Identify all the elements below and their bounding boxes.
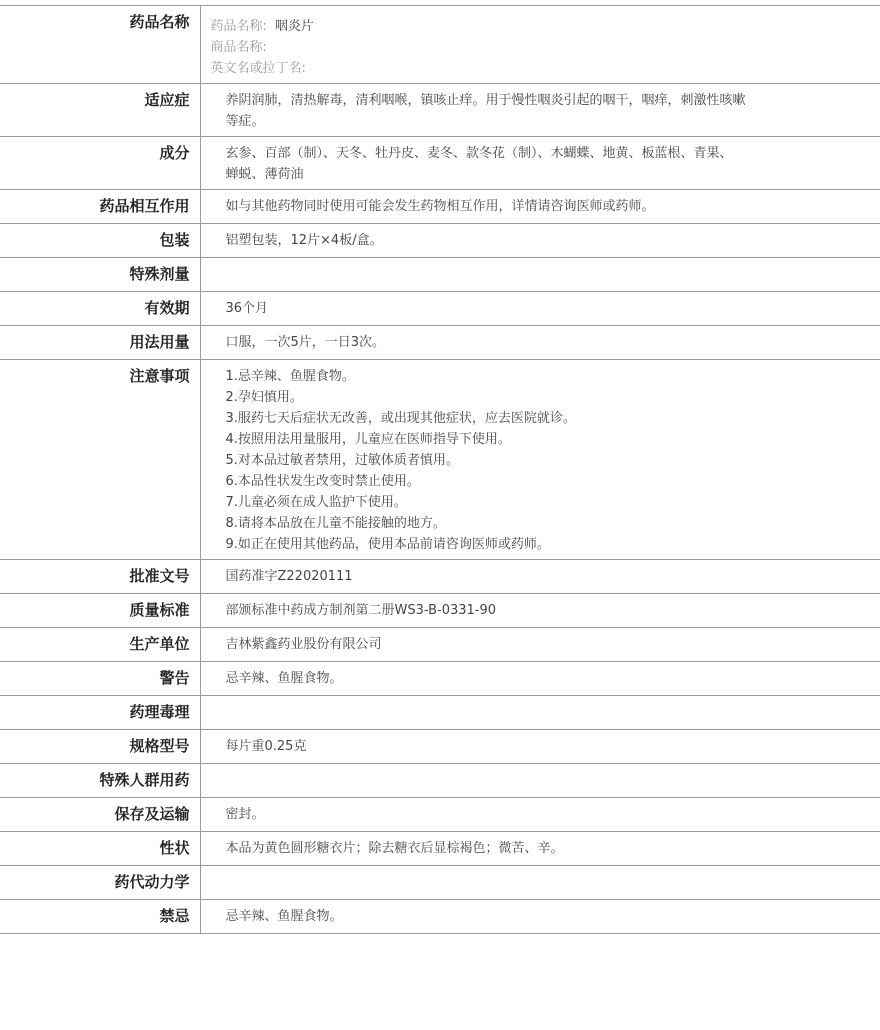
spec-row-value	[200, 628, 880, 662]
spec-row	[0, 360, 880, 560]
spec-row	[0, 258, 880, 292]
spec-row-label: 特殊剂量	[0, 258, 200, 292]
spec-row	[0, 84, 880, 137]
drug-spec-table	[0, 5, 880, 934]
spec-row-value	[200, 6, 880, 84]
spec-row-label: 有效期	[0, 292, 200, 326]
name-field	[211, 16, 791, 37]
spec-row-value	[200, 190, 880, 224]
spec-row-label: 成分	[0, 137, 200, 190]
spec-row-value	[200, 798, 880, 832]
value-line: 8.请将本品放在儿童不能接触的地方。	[225, 516, 446, 531]
spec-row	[0, 292, 880, 326]
value-line: 部颁标准中药成方制剂第二册WS3-B-0331-90	[225, 603, 497, 618]
value-line: 4.按照用法用量服用，儿童应在医师指导下使用。	[225, 432, 511, 447]
value-line: 忌辛辣、鱼腥食物。	[225, 909, 343, 924]
spec-row-value	[200, 224, 880, 258]
name-field-key: 商品名称:	[210, 40, 267, 55]
spec-row-value	[200, 730, 880, 764]
spec-row	[0, 224, 880, 258]
value-line: 国药准字Z22020111	[225, 569, 353, 584]
spec-row	[0, 832, 880, 866]
value-line: 5.对本品过敏者禁用，过敏体质者慎用。	[225, 453, 459, 468]
spec-row	[0, 798, 880, 832]
spec-row-value	[200, 292, 880, 326]
name-field	[211, 58, 791, 79]
spec-row	[0, 326, 880, 360]
spec-row-value	[200, 137, 880, 190]
spec-row-label: 适应症	[0, 84, 200, 137]
spec-row-label: 批准文号	[0, 560, 200, 594]
value-line: 36个月	[225, 301, 269, 316]
spec-row-label: 质量标准	[0, 594, 200, 628]
drug-spec-table-body	[0, 6, 880, 934]
spec-row	[0, 560, 880, 594]
name-field-value: 咽炎片	[274, 19, 314, 34]
value-line: 7.儿童必须在成人监护下使用。	[225, 495, 407, 510]
spec-row-value	[200, 696, 880, 730]
spec-row	[0, 764, 880, 798]
value-line: 3.服药七天后症状无改善，或出现其他症状，应去医院就诊。	[225, 411, 576, 426]
spec-row-value	[200, 866, 880, 900]
value-line: 口服，一次5片，一日3次。	[225, 335, 386, 350]
spec-row-value	[200, 764, 880, 798]
spec-row	[0, 137, 880, 190]
spec-row	[0, 900, 880, 934]
value-line: 1.忌辛辣、鱼腥食物。	[225, 369, 355, 384]
spec-row	[0, 6, 880, 84]
spec-row-value	[200, 84, 880, 137]
spec-row-label: 保存及运输	[0, 798, 200, 832]
spec-row-label: 包装	[0, 224, 200, 258]
spec-row	[0, 730, 880, 764]
spec-row-value	[200, 832, 880, 866]
value-line: 铝塑包装，12片×4板/盒。	[225, 233, 383, 248]
spec-row-label: 用法用量	[0, 326, 200, 360]
spec-row	[0, 662, 880, 696]
value-line: 如与其他药物同时使用可能会发生药物相互作用，详情请咨询医师或药师。	[225, 199, 655, 214]
spec-row-label: 注意事项	[0, 360, 200, 560]
spec-row	[0, 866, 880, 900]
spec-row-value	[200, 900, 880, 934]
spec-row	[0, 594, 880, 628]
spec-row-value	[200, 326, 880, 360]
spec-row-label: 规格型号	[0, 730, 200, 764]
spec-row-label: 特殊人群用药	[0, 764, 200, 798]
spec-row-value	[200, 662, 880, 696]
spec-row	[0, 190, 880, 224]
value-line: 蝉蜕、薄荷油	[225, 167, 304, 182]
name-field-key: 英文名或拉丁名:	[210, 61, 306, 76]
name-field-key: 药品名称:	[210, 19, 267, 34]
spec-row-label: 生产单位	[0, 628, 200, 662]
value-line: 忌辛辣、鱼腥食物。	[225, 671, 343, 686]
value-line: 6.本品性状发生改变时禁止使用。	[225, 474, 420, 489]
value-line: 养阴润肺，清热解毒，清利咽喉，镇咳止痒。用于慢性咽炎引起的咽干，咽痒，刺激性咳嗽	[225, 93, 746, 108]
spec-row-value	[200, 360, 880, 560]
value-line: 9.如正在使用其他药品，使用本品前请咨询医师或药师。	[225, 537, 550, 552]
spec-row-label: 性状	[0, 832, 200, 866]
spec-row-label: 药品名称	[0, 6, 200, 84]
value-line: 本品为黄色圆形糖衣片；除去糖衣后显棕褐色；微苦、辛。	[225, 841, 564, 856]
spec-row-value	[200, 594, 880, 628]
value-line: 等症。	[225, 114, 265, 129]
spec-row-label: 药代动力学	[0, 866, 200, 900]
value-line: 每片重0.25克	[225, 739, 307, 754]
spec-row-value	[200, 560, 880, 594]
spec-row	[0, 696, 880, 730]
value-line: 玄参、百部（制）、天冬、牡丹皮、麦冬、款冬花（制）、木蝴蝶、地黄、板蓝根、青果、	[225, 146, 733, 161]
value-line: 密封。	[225, 807, 265, 822]
spec-row-value	[200, 258, 880, 292]
spec-row-label: 药理毒理	[0, 696, 200, 730]
name-field	[211, 37, 791, 58]
spec-row	[0, 628, 880, 662]
value-line: 2.孕妇慎用。	[225, 390, 303, 405]
value-line: 吉林紫鑫药业股份有限公司	[225, 637, 382, 652]
spec-row-label: 禁忌	[0, 900, 200, 934]
spec-row-label: 警告	[0, 662, 200, 696]
spec-row-label: 药品相互作用	[0, 190, 200, 224]
